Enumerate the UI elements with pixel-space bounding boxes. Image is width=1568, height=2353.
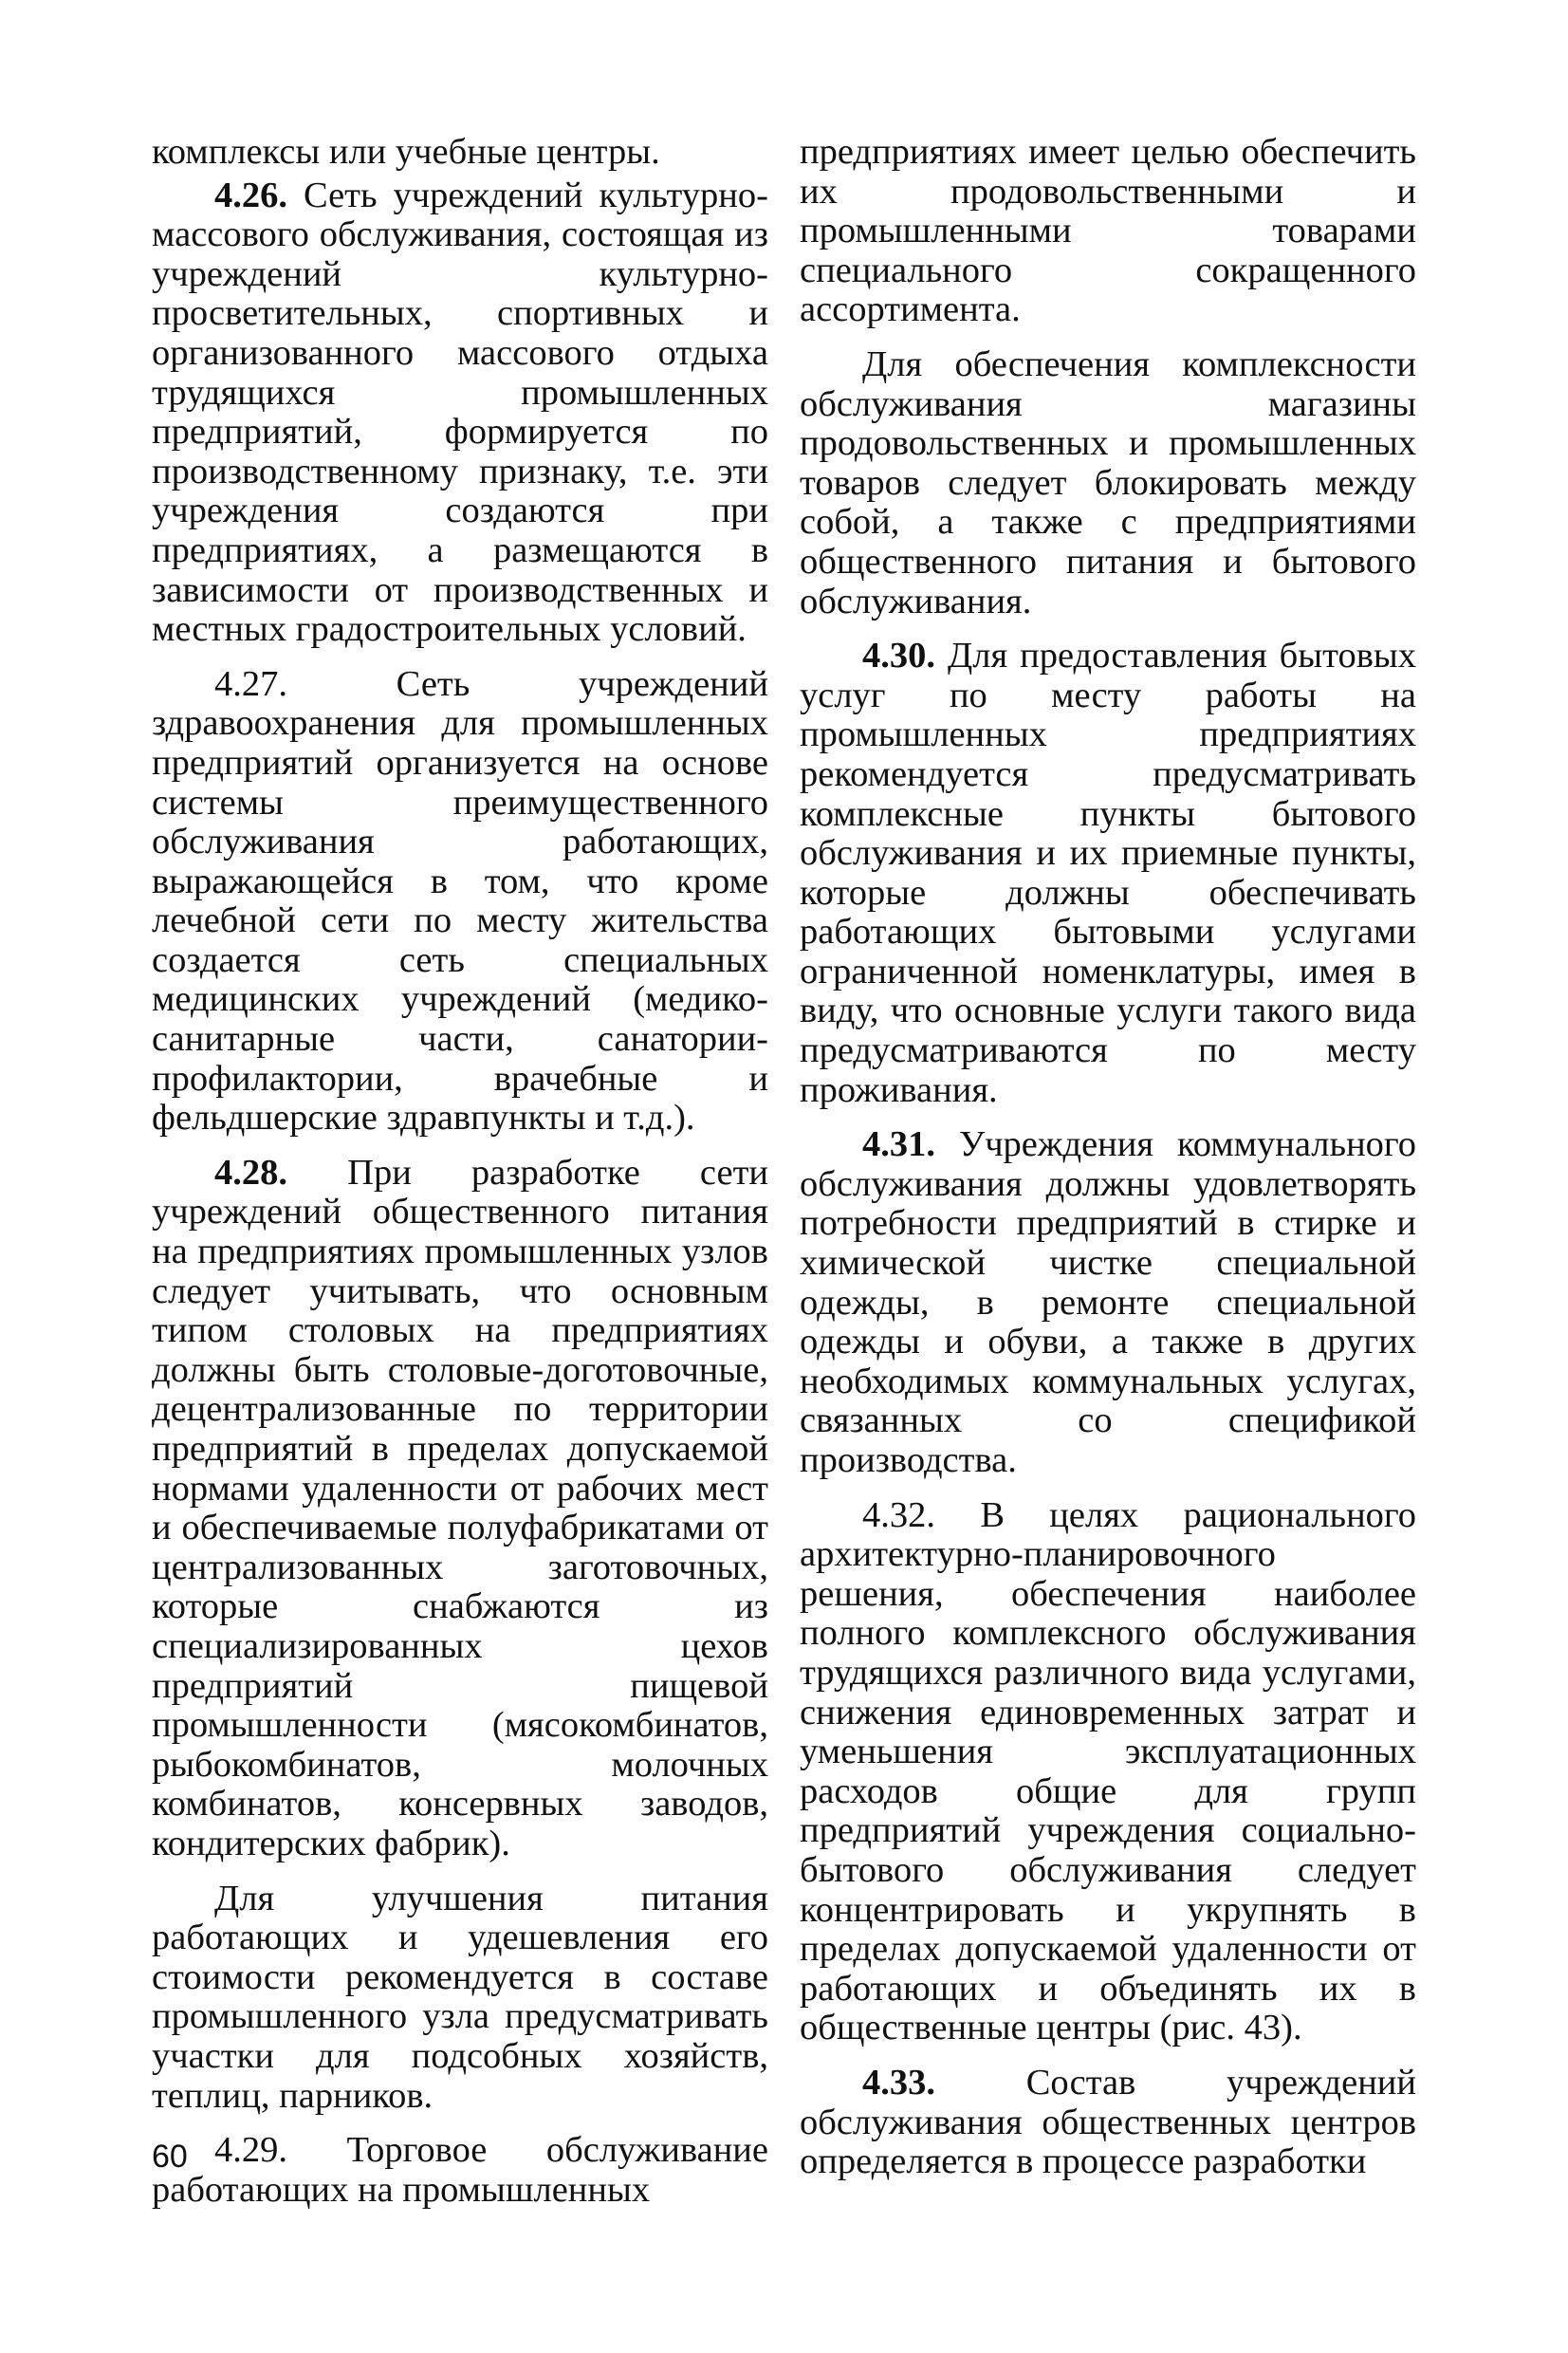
paragraph-text: При разработке сети учреждений общественного питания на предприятиях промышленных узлов следует учитывать, что основным типом столовых на предприятиях должны быть столовые-доготовочные, децентрализованные по территории предприятий в пределах допускаемой нормами удаленности от рабочих мест и обеспечиваемые полуфабрикатами от централизованных заготовочных, которые снабжаются из специализированных цехов предприятий пищевой промышленности (мясокомбинатов, рыбокомбинатов, молочных комбинатов, консервных заводов, кондитерских фабрик). [152,1152,769,1863]
section-number: 4.28. [214,1152,287,1193]
section-number: 4.33. [862,2062,935,2103]
paragraph-text: Состав учреждений обслуживания общественных центров определяется в процессе разработки [800,2062,1417,2182]
section-4-29 [152,2131,768,2210]
paragraph-text: Для улучшения питания работающих и удешевления его стоимости рекомендуется в составе промышленного узла предусматривать участки для подсобных хозяйств, теплиц, парников. [152,1878,768,2116]
section-4-28 [152,1154,768,1864]
section-4-26 [152,176,768,650]
left-column [152,133,768,2210]
paragraph-text: Для обеспечения комплексности обслуживания магазины продовольственных и промышленных товаров следует блокировать между собой, а также с предприятиями общественного питания и бытового обслуживания. [800,343,1416,621]
paragraph-text: Сеть учреждений культурно-массового обслуживания, состоящая из учреждений культурно-просветительных, спортивных и организованного массового отдыха трудящихся промышленных предприятий, формируется по производственному признаку, т.е. эти учреждения создаются при предприятиях, а размещаются в зависимости от производственных и местных градостроительных условий. [152,175,768,650]
paragraph-text: Сеть учреждений здравоохранения для промышленных предприятий организуется на основе системы преимущественного обслуживания работающих, выражающейся в том, что кроме лечебной сети по месту жительства создается сеть специальных медицинских учреждений (медико-санитарные части, санатории-профилактории, врачебные и фельдшерские здравпункты и т.д.). [152,663,768,1139]
page-number: 60 [152,2139,188,2175]
section-number: 4.30. [862,636,935,676]
section-number: 4.27. [214,663,287,704]
section-number: 4.26. [214,175,287,215]
paragraph-4-28-continued [152,1880,768,2117]
paragraph-continuation [152,133,768,173]
section-number: 4.29. [214,2130,287,2171]
paragraph-text: В целях рационального архитектурно-планировочного решения, обеспечения наиболее полного комплексного обслуживания трудящихся различного вида услугами, снижения единовременных затрат и уменьшения эксплуатационных расходов общие для групп предприятий учреждения социально-бытового обслуживания следует концентрировать и укрупнять в пределах допускаемой удаленности от работающих и объединять их в общественные центры (рис. 43). [800,1494,1417,2048]
paragraph-4-29-continued [800,133,1416,330]
paragraph-text: предприятиях имеет целью обеспечить их продовольственными и промышленными товарами специального сокращенного ассортимента. [800,132,1416,330]
section-4-32 [800,1496,1416,2048]
section-number: 4.31. [862,1124,935,1165]
section-4-33 [800,2064,1416,2182]
section-4-31 [800,1125,1416,1480]
paragraph-text: Торговое обслуживание работающих на промышленных [152,2130,768,2210]
paragraph-text: комплексы или учебные центры. [152,132,660,172]
section-4-27 [152,665,768,1139]
paragraph-text: Учреждения коммунального обслуживания должны удовлетворять потребности предприятий в стирке и химической чистке специальной одежды, в ремонте специальной одежды и обуви, а также в других необходимых коммунальных услугах, связанных со спецификой производства. [800,1124,1416,1480]
paragraph-4-29-complexity [800,345,1416,621]
section-number: 4.32. [862,1494,935,1535]
paragraph-text: Для предоставления бытовых услуг по месту работы на промышленных предприятиях рекомендуется предусматривать комплексные пункты бытового обслуживания и их приемные пункты, которые должны обеспечивать работающих бытовыми услугами ограниченной номенклатуры, имея в виду, что основные услуги такого вида предусматриваются по месту проживания. [800,636,1416,1110]
right-column [800,133,1416,2182]
section-4-30 [800,637,1416,1110]
